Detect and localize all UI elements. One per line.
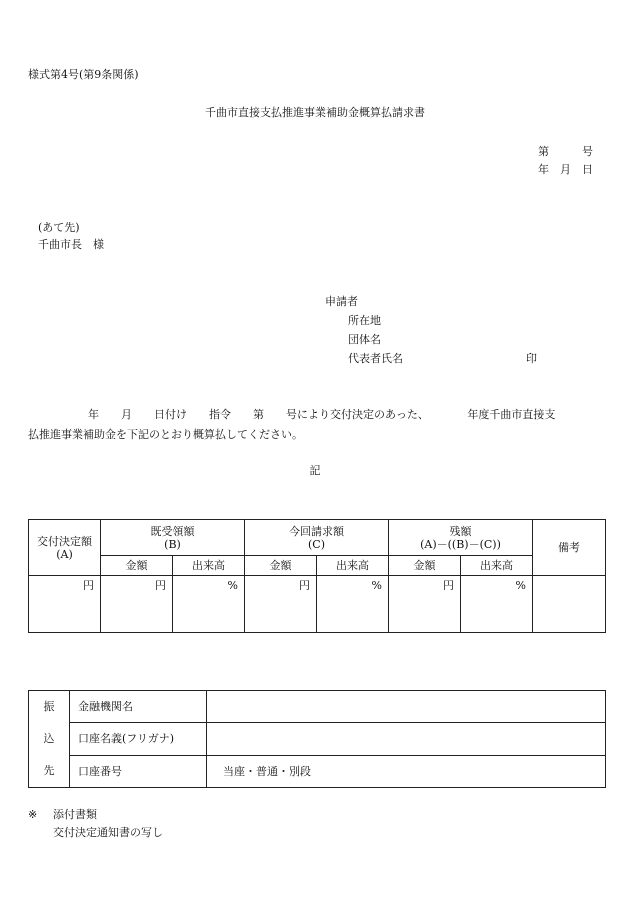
addressee-label: (あて先)	[38, 221, 80, 234]
bank-side-label: 振 込 先	[29, 691, 70, 788]
sub-progress-b: 出来高	[173, 556, 245, 576]
ki-heading: 記	[309, 464, 321, 477]
header-remarks: 備考	[533, 520, 606, 576]
cell-remaining-pct[interactable]: %	[461, 576, 533, 633]
account-holder-field[interactable]	[207, 723, 606, 755]
applicant-address-label: 所在地	[348, 314, 381, 327]
sub-progress-c: 出来高	[317, 556, 389, 576]
document-title: 千曲市直接支払推進事業補助金概算払請求書	[205, 106, 425, 119]
seal-mark: 印	[526, 352, 537, 365]
cell-grant-yen[interactable]: 円	[29, 576, 101, 633]
header-current-request: 今回請求額 (C)	[245, 520, 389, 556]
cell-received-pct[interactable]: %	[173, 576, 245, 633]
cell-remarks[interactable]	[533, 576, 606, 633]
cell-received-yen[interactable]: 円	[101, 576, 173, 633]
cell-request-pct[interactable]: %	[317, 576, 389, 633]
form-number: 様式第4号(第9条関係)	[28, 68, 139, 81]
sub-amount-d: 金額	[389, 556, 461, 576]
attachment-item: 交付決定通知書の写し	[53, 826, 163, 839]
attachment-mark: ※	[28, 808, 38, 821]
document-number: 第 号	[538, 145, 593, 158]
applicant-org-label: 団体名	[348, 333, 381, 346]
applicant-rep-label: 代表者氏名	[348, 352, 403, 365]
document-date: 年 月 日	[538, 163, 593, 176]
sub-progress-d: 出来高	[461, 556, 533, 576]
bank-name-label: 金融機関名	[70, 691, 207, 723]
header-received: 既受領額 (B)	[101, 520, 245, 556]
account-number-label: 口座番号	[70, 755, 207, 787]
attachment-label: 添付書類	[53, 808, 97, 821]
bank-table	[28, 690, 606, 788]
cell-remaining-yen[interactable]: 円	[389, 576, 461, 633]
body-line-2: 払推進事業補助金を下記のとおり概算払してください。	[28, 428, 303, 441]
sub-amount-b: 金額	[101, 556, 173, 576]
addressee-name: 千曲市長 様	[38, 238, 104, 251]
header-grant-decision: 交付決定額 (A)	[29, 520, 101, 576]
bank-name-field[interactable]	[207, 691, 606, 723]
applicant-label: 申請者	[325, 295, 358, 308]
body-line-1: 年 月 日付け 指令 第 号により交付決定のあった、 年度千曲市直接支	[88, 408, 556, 421]
account-type-field[interactable]: 当座・普通・別段	[207, 755, 606, 787]
account-holder-label: 口座名義(フリガナ)	[70, 723, 207, 755]
amount-table	[28, 519, 606, 633]
cell-request-yen[interactable]: 円	[245, 576, 317, 633]
sub-amount-c: 金額	[245, 556, 317, 576]
header-remaining: 残額 (A)－((B)－(C))	[389, 520, 533, 556]
